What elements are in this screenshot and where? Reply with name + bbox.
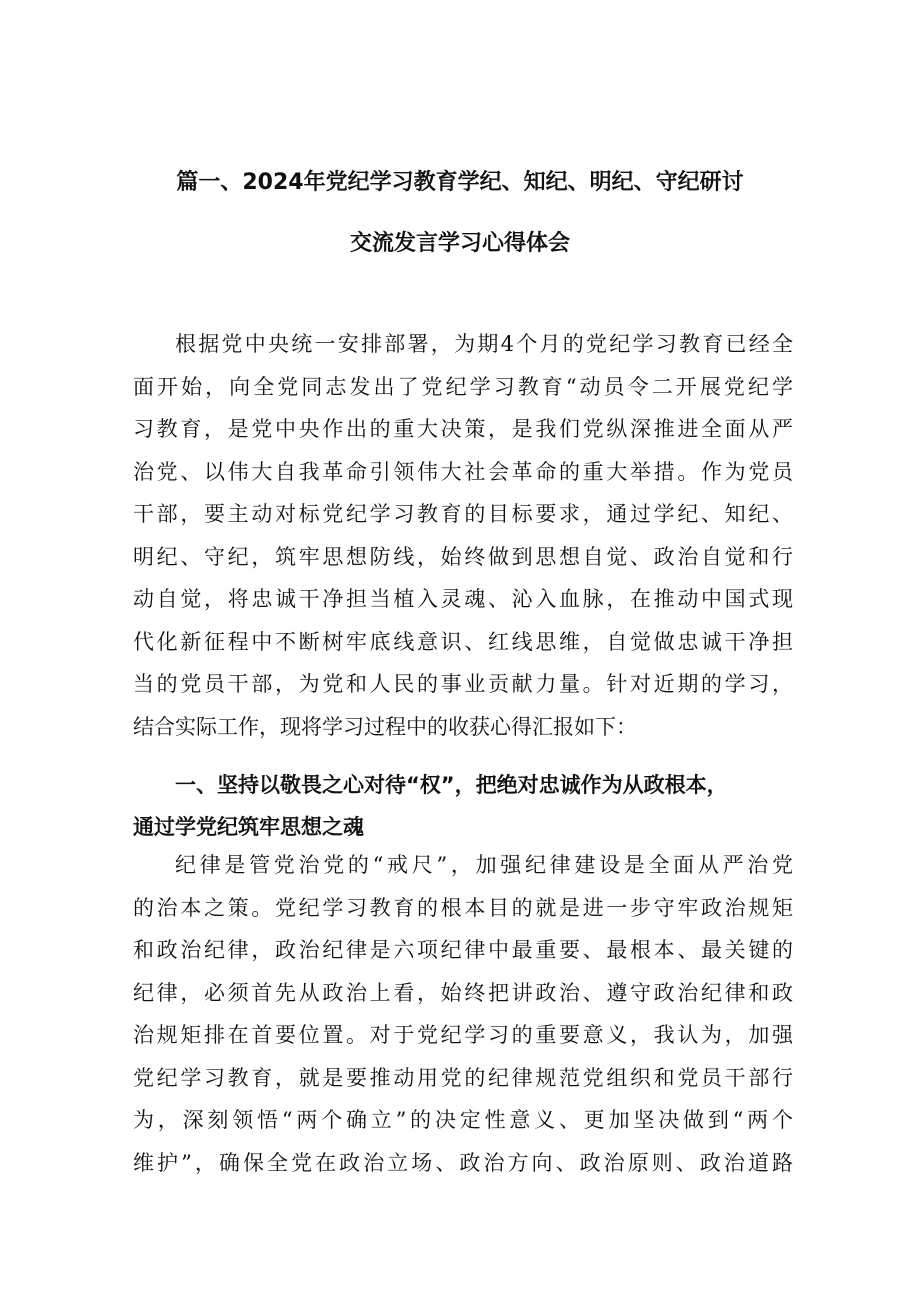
section-heading-1 (133, 764, 805, 848)
paragraph-line: 的治本之策。党纪学习教育的根本目的就是进一步守牢政治规矩 (133, 895, 793, 920)
paragraph-line: 结合实际工作，现将学习过程中的收获心得汇报如下： (133, 714, 637, 739)
intro-paragraph (133, 323, 793, 748)
section-heading-line: 通过学党纪筑牢思想之魂 (133, 815, 364, 839)
paragraph-line: 习教育，是党中央作出的重大决策，是我们党纵深推进全面从严 (133, 417, 793, 441)
section-heading-line: 一、坚持以敬畏之心对待“权”，把绝对忠诚作为从政根本， (175, 773, 728, 797)
paragraph-line: 当的党员干部，为党和人民的事业贡献力量。针对近期的学习， (133, 672, 793, 696)
paragraph-line: 维护”，确保全党在政治立场、政治方向、政治原则、政治道路 (133, 1150, 793, 1175)
paragraph-line: 干部，要主动对标党纪学习教育的目标要求，通过学纪、知纪、 (133, 502, 793, 526)
paragraph-line: 纪律是管党治党的“戒尺”，加强纪律建设是全面从严治党 (175, 853, 793, 877)
paragraph-line: 和政治纪律，政治纪律是六项纪律中最重要、最根本、最关键的 (133, 938, 793, 962)
paragraph-line: 治党、以伟大自我革命引领伟大社会革命的重大举措。作为党员 (133, 459, 793, 484)
document-title-line-2: 交流发言学习心得体会 (349, 231, 570, 256)
paragraph-line: 代化新征程中不断树牢底线意识、红线思维，自觉做忠诚干净担 (133, 629, 793, 654)
paragraph-line: 根据党中央统一安排部署，为期4个月的党纪学习教育已经全 (175, 332, 793, 356)
paragraph-line: 为，深刻领悟“两个确立”的决定性意义、更加坚决做到“两个 (133, 1108, 793, 1132)
paragraph-line: 纪律，必须首先从政治上看，始终把讲政治、遵守政治纪律和政 (133, 980, 793, 1005)
paragraph-line: 动自觉，将忠诚干净担当植入灵魂、沁入血脉，在推动中国式现 (133, 587, 793, 611)
paragraph-line: 治规矩排在首要位置。对于党纪学习的重要意义，我认为，加强 (133, 1023, 793, 1047)
paragraph-line: 党纪学习教育，就是要推动用党的纪律规范党组织和党员干部行 (133, 1065, 793, 1090)
document-title-line-1: 篇一、2024年党纪学习教育学纪、知纪、明纪、守纪研讨 (176, 170, 744, 195)
section-1-paragraph (133, 844, 793, 1184)
paragraph-line: 明纪、守纪，筑牢思想防线，始终做到思想自觉、政治自觉和行 (133, 544, 793, 569)
paragraph-line: 面开始，向全党同志发出了党纪学习教育“动员令二开展党纪学 (133, 374, 793, 399)
